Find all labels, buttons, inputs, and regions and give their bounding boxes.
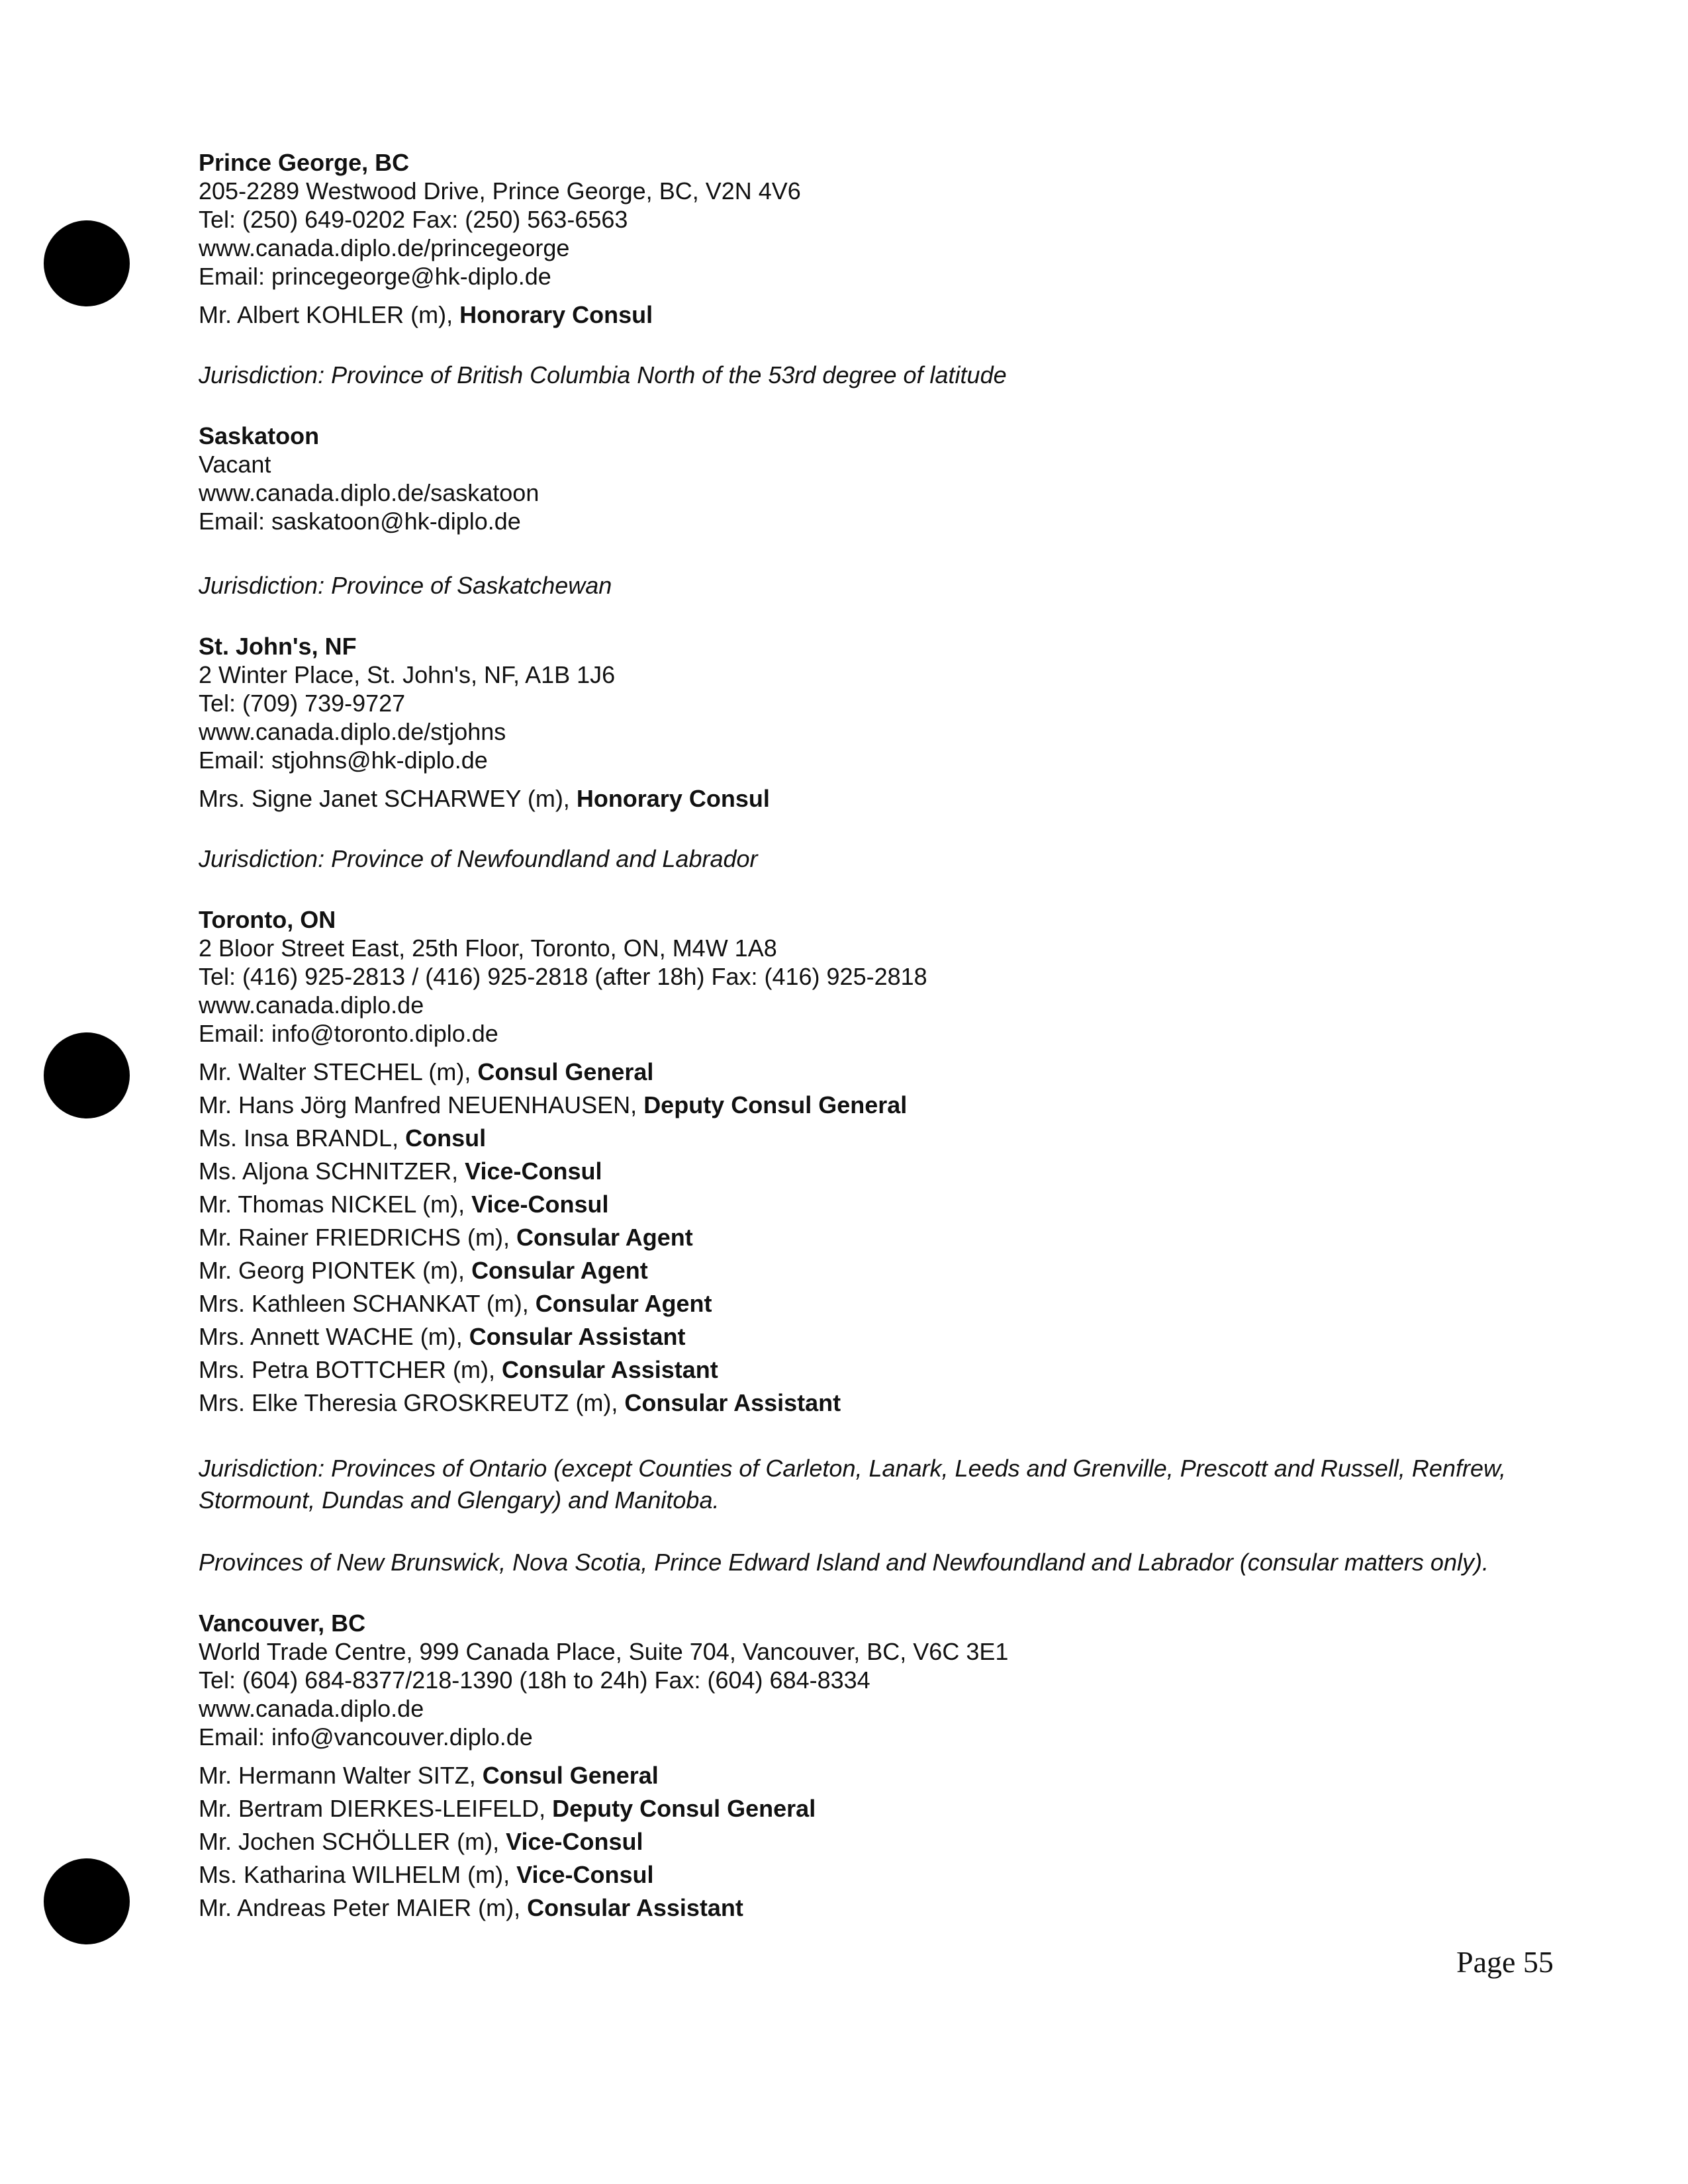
staff-name: Mrs. Annett WACHE (m), bbox=[199, 1323, 469, 1350]
staff-list bbox=[199, 782, 1523, 815]
staff-title: Consul General bbox=[477, 1058, 654, 1085]
office-prince-george bbox=[199, 148, 1523, 391]
page-number: Page 55 bbox=[1456, 1945, 1554, 1979]
staff-title: Consular Assistant bbox=[502, 1356, 718, 1383]
staff-title: Honorary Consul bbox=[459, 301, 653, 328]
office-city: Prince George, BC bbox=[199, 149, 410, 176]
staff-entry bbox=[199, 1891, 1523, 1925]
staff-title: Vice-Consul bbox=[516, 1861, 654, 1888]
punch-hole-mark bbox=[44, 220, 130, 306]
office-st-johns bbox=[199, 632, 1523, 875]
staff-entry bbox=[199, 1254, 1523, 1287]
staff-title: Vice-Consul bbox=[465, 1158, 602, 1185]
staff-title: Vice-Consul bbox=[506, 1828, 643, 1855]
office-address: 205-2289 Westwood Drive, Prince George, BC, V2N 4V6 bbox=[199, 177, 801, 205]
staff-entry bbox=[199, 1155, 1523, 1188]
office-saskatoon bbox=[199, 422, 1523, 602]
office-website: www.canada.diplo.de/princegeorge bbox=[199, 234, 570, 261]
staff-title: Consular Agent bbox=[471, 1257, 648, 1284]
staff-entry bbox=[199, 1056, 1523, 1089]
office-city: Saskatoon bbox=[199, 422, 320, 449]
office-phone: Tel: (250) 649-0202 Fax: (250) 563-6563 bbox=[199, 206, 628, 233]
office-email: Email: saskatoon@hk-diplo.de bbox=[199, 508, 521, 535]
staff-name: Mrs. Signe Janet SCHARWEY (m), bbox=[199, 785, 577, 812]
office-vancouver bbox=[199, 1609, 1523, 1925]
office-city: Vancouver, BC bbox=[199, 1610, 366, 1637]
office-email: Email: stjohns@hk-diplo.de bbox=[199, 747, 488, 774]
staff-list bbox=[199, 298, 1523, 332]
office-website: www.canada.diplo.de bbox=[199, 1695, 424, 1722]
staff-entry bbox=[199, 1858, 1523, 1891]
office-email: Email: info@vancouver.diplo.de bbox=[199, 1723, 533, 1751]
staff-entry bbox=[199, 1387, 1523, 1420]
office-email: Email: info@toronto.diplo.de bbox=[199, 1020, 498, 1047]
staff-list bbox=[199, 1056, 1523, 1420]
staff-name: Mr. Thomas NICKEL (m), bbox=[199, 1191, 472, 1218]
punch-hole-mark bbox=[44, 1858, 130, 1944]
staff-name: Ms. Insa BRANDL, bbox=[199, 1124, 406, 1152]
staff-entry bbox=[199, 1089, 1523, 1122]
office-address: World Trade Centre, 999 Canada Place, Suite 704, Vancouver, BC, V6C 3E1 bbox=[199, 1638, 1009, 1665]
office-city: Toronto, ON bbox=[199, 906, 336, 933]
staff-entry bbox=[199, 298, 1523, 332]
staff-name: Mr. Andreas Peter MAIER (m), bbox=[199, 1894, 528, 1921]
staff-entry bbox=[199, 1792, 1523, 1825]
staff-title: Deputy Consul General bbox=[643, 1091, 908, 1118]
punch-hole-mark bbox=[44, 1032, 130, 1118]
staff-name: Mr. Bertram DIERKES-LEIFELD, bbox=[199, 1795, 553, 1822]
staff-title: Consular Assistant bbox=[527, 1894, 743, 1921]
office-website: www.canada.diplo.de/stjohns bbox=[199, 718, 506, 745]
staff-name: Mr. Hermann Walter SITZ, bbox=[199, 1762, 483, 1789]
staff-entry bbox=[199, 1221, 1523, 1254]
office-website: www.canada.diplo.de/saskatoon bbox=[199, 479, 539, 506]
staff-entry bbox=[199, 782, 1523, 815]
staff-list bbox=[199, 1759, 1523, 1925]
staff-entry bbox=[199, 1188, 1523, 1221]
staff-name: Mrs. Kathleen SCHANKAT (m), bbox=[199, 1290, 536, 1317]
office-website: www.canada.diplo.de bbox=[199, 991, 424, 1019]
staff-title: Consular Agent bbox=[516, 1224, 693, 1251]
office-phone: Tel: (709) 739-9727 bbox=[199, 690, 406, 717]
jurisdiction-note: Jurisdiction: Provinces of Ontario (except Counties of Carleton, Lanark, Leeds and Grenville, Prescott and Russell, Renfrew, Stormount, Dundas and Glengary) and Manitoba. bbox=[199, 1455, 1506, 1514]
staff-entry bbox=[199, 1287, 1523, 1320]
staff-title: Honorary Consul bbox=[576, 785, 770, 812]
staff-name: Mrs. Elke Theresia GROSKREUTZ (m), bbox=[199, 1389, 625, 1416]
staff-entry bbox=[199, 1122, 1523, 1155]
staff-entry bbox=[199, 1320, 1523, 1353]
staff-title: Consul bbox=[405, 1124, 487, 1152]
staff-name: Mr. Albert KOHLER (m), bbox=[199, 301, 460, 328]
staff-name: Mr. Georg PIONTEK (m), bbox=[199, 1257, 472, 1284]
office-phone: Tel: (604) 684-8377/218-1390 (18h to 24h) Fax: (604) 684-8334 bbox=[199, 1666, 870, 1694]
consulate-listing bbox=[199, 148, 1523, 1955]
staff-entry bbox=[199, 1759, 1523, 1792]
staff-name: Mr. Hans Jörg Manfred NEUENHAUSEN, bbox=[199, 1091, 644, 1118]
staff-entry bbox=[199, 1825, 1523, 1858]
staff-title: Consular Agent bbox=[535, 1290, 712, 1317]
staff-entry bbox=[199, 1353, 1523, 1387]
office-email: Email: princegeorge@hk-diplo.de bbox=[199, 263, 551, 290]
jurisdiction-note: Jurisdiction: Province of Newfoundland and Labrador bbox=[199, 845, 758, 872]
office-phone: Tel: (416) 925-2813 / (416) 925-2818 (after 18h) Fax: (416) 925-2818 bbox=[199, 963, 927, 990]
staff-title: Deputy Consul General bbox=[552, 1795, 816, 1822]
staff-name: Ms. Aljona SCHNITZER, bbox=[199, 1158, 465, 1185]
staff-name: Mr. Rainer FRIEDRICHS (m), bbox=[199, 1224, 517, 1251]
jurisdiction-note: Jurisdiction: Province of British Columbia North of the 53rd degree of latitude bbox=[199, 361, 1007, 388]
staff-name: Mr. Walter STECHEL (m), bbox=[199, 1058, 478, 1085]
staff-name: Mrs. Petra BOTTCHER (m), bbox=[199, 1356, 502, 1383]
office-toronto bbox=[199, 905, 1523, 1578]
staff-title: Vice-Consul bbox=[471, 1191, 609, 1218]
jurisdiction-note-additional: Provinces of New Brunswick, Nova Scotia, Prince Edward Island and Newfoundland and Labrador (consular matters only). bbox=[199, 1549, 1489, 1576]
jurisdiction-note: Jurisdiction: Province of Saskatchewan bbox=[199, 572, 612, 599]
office-city: St. John's, NF bbox=[199, 633, 357, 660]
office-address: 2 Winter Place, St. John's, NF, A1B 1J6 bbox=[199, 661, 616, 688]
staff-name: Ms. Katharina WILHELM (m), bbox=[199, 1861, 517, 1888]
staff-title: Consular Assistant bbox=[624, 1389, 841, 1416]
office-address: 2 Bloor Street East, 25th Floor, Toronto, ON, M4W 1A8 bbox=[199, 934, 777, 962]
staff-title: Consular Assistant bbox=[469, 1323, 686, 1350]
office-status: Vacant bbox=[199, 451, 271, 478]
staff-name: Mr. Jochen SCHÖLLER (m), bbox=[199, 1828, 506, 1855]
staff-title: Consul General bbox=[482, 1762, 659, 1789]
